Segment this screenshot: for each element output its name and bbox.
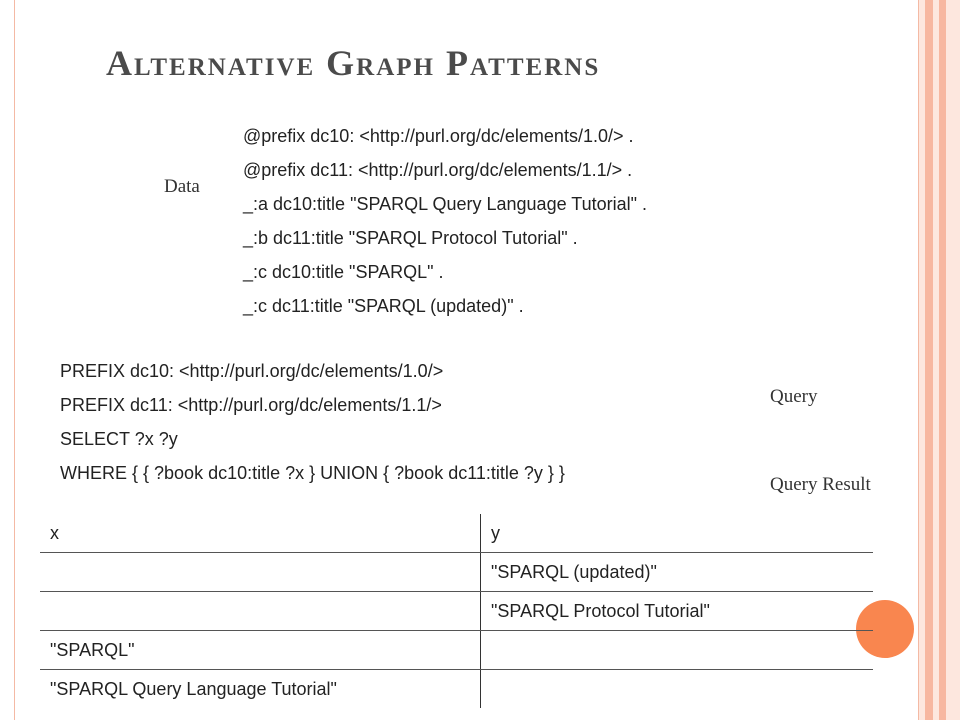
cell-x: "SPARQL Query Language Tutorial"	[40, 670, 481, 709]
cell-y	[481, 631, 874, 670]
query-block	[60, 354, 565, 490]
query-line: SELECT ?x ?y	[60, 429, 178, 449]
data-line: _:a dc10:title "SPARQL Query Language Tutorial" .	[243, 194, 648, 214]
query-result-label: Query Result	[770, 474, 871, 495]
slide-title: Alternative Graph Patterns	[106, 43, 601, 83]
cell-x	[40, 592, 481, 631]
decorative-stripe-panel	[919, 0, 960, 720]
data-block	[243, 119, 647, 323]
data-label: Data	[164, 176, 200, 197]
table-row	[40, 592, 873, 631]
result-table	[40, 514, 873, 708]
table-row	[40, 631, 873, 670]
data-line: _:b dc11:title "SPARQL Protocol Tutorial" .	[243, 228, 578, 248]
query-line: PREFIX dc10: <http://purl.org/dc/elements/1.0/>	[60, 361, 444, 381]
query-line: WHERE { { ?book dc10:title ?x } UNION { ?book dc11:title ?y } }	[60, 463, 565, 483]
cell-x	[40, 553, 481, 592]
table-row	[40, 670, 873, 709]
table-row	[40, 553, 873, 592]
data-line: @prefix dc11: <http://purl.org/dc/elements/1.1/> .	[243, 160, 633, 180]
column-header-x: x	[40, 514, 481, 553]
data-line: _:c dc11:title "SPARQL (updated)" .	[243, 296, 524, 316]
column-header-y: y	[481, 514, 874, 553]
cell-y	[481, 670, 874, 709]
table-header-row	[40, 514, 873, 553]
data-line: @prefix dc10: <http://purl.org/dc/elements/1.0/> .	[243, 126, 634, 146]
cell-y: "SPARQL Protocol Tutorial"	[481, 592, 874, 631]
query-line: PREFIX dc11: <http://purl.org/dc/elements/1.1/>	[60, 395, 442, 415]
query-label: Query	[770, 386, 818, 407]
cell-y: "SPARQL (updated)"	[481, 553, 874, 592]
data-line: _:c dc10:title "SPARQL" .	[243, 262, 444, 282]
left-border-line	[14, 0, 15, 720]
cell-x: "SPARQL"	[40, 631, 481, 670]
